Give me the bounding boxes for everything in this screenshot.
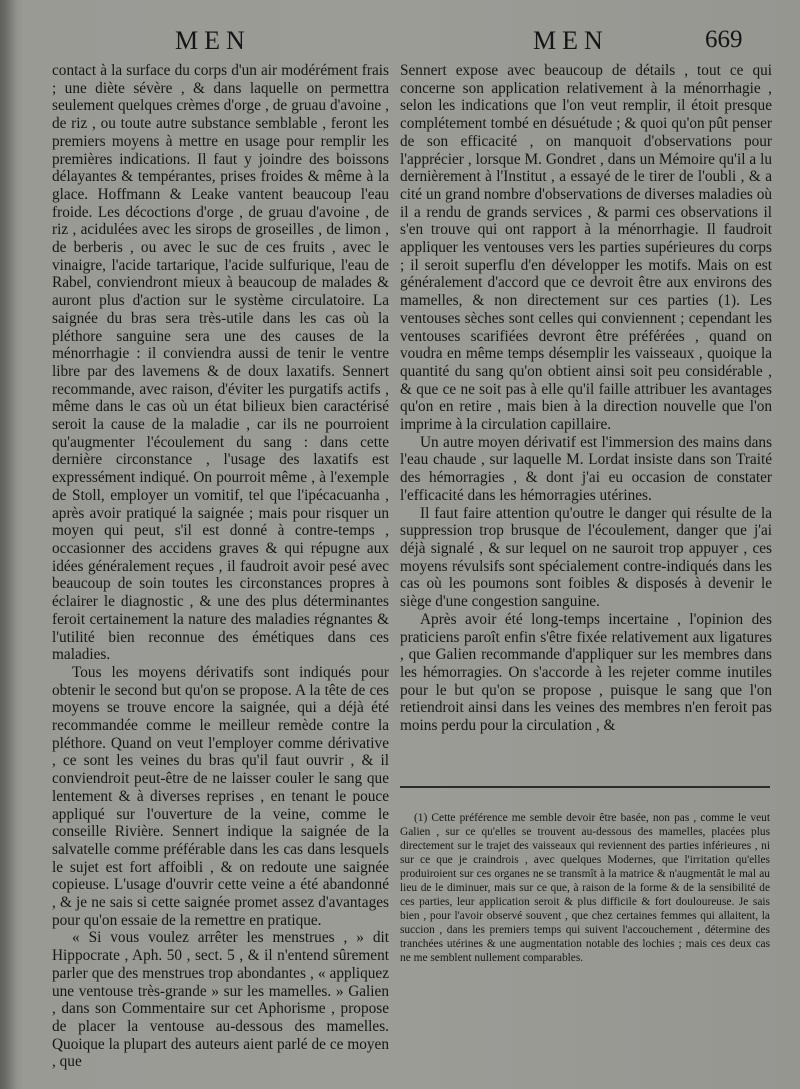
- page-number: 669: [705, 26, 743, 53]
- paragraph: contact à la surface du corps d'un air modérément frais ; une diète sévère , & dans laquelle on permettra seulement quelques crèmes d'orge , de gruau d'avoine , de riz , ou toute autre substance semblable , feront les premiers moyens à mettre en usage pour remplir les premières indications. Il faut y joindre des boissons délayantes & tempérantes, prises froides & même à la glace. Hoffmann & Leake vantent beaucoup l'eau froide. Les décoctions d'orge , de gruau d'avoine , de riz , acidulées avec les sirops de groseilles , de limon , de berberis , ou avec le suc de ces fruits , avec le vinaigre, l'acide tartarique, l'acide sulfurique, l'eau de Rabel, conviendront mieux à beaucoup de malades & auront plus d'action sur le système circulatoire. La saignée du bras sera très-utile dans les cas où la pléthore sanguine sera une des causes de la ménorrhagie : il conviendra aussi de tenir le ventre libre par des lavemens & de doux laxatifs. Sennert recommande, avec raison, d'éviter les purgatifs actifs , même dans le cas où un état bilieux bien caractérisé seroit la cause de la maladie , car ils ne pourroient qu'augmenter l'écoulement du sang : dans cette dernière circonstance , l'usage des laxatifs est expressément indiqué. On pourroit même , à l'exemple de Stoll, employer un vomitif, tel que l'ipécacuanha , après avoir pratiqué la saignée ; mais pour risquer un moyen qui peut, s'il est donné à contre-temps , occasionner des accidens graves & qui répugne aux idées généralement reçues , il faudroit avoir pesé avec beaucoup de soin toutes les circonstances propres à éclairer le diagnostic , & une des plus déterminantes feroit certainement la nature des maladies régnantes & l'utilité bien reconnue des émétiques dans ces maladies.: [52, 62, 389, 664]
- running-header: [0, 26, 800, 58]
- binding-shadow: [0, 0, 16, 1089]
- paragraph: Après avoir été long-temps incertaine , l'opinion des praticiens paroît enfin s'être fixée relativement aux ligatures , que Galien recommande d'appliquer sur les membres dans les hémorragies. On s'accorde à les rejeter comme inutiles pour le but qu'on se propose , puisque le sang que l'on retiendroit ainsi dans les veines des membres n'en feroit pas moins perdu pour la circulation , &: [400, 610, 772, 735]
- header-left-title: MEN: [175, 26, 251, 55]
- paragraph: « Si vous voulez arrêter les menstrues , » dit Hippocrate , Aph. 50 , sect. 5 , & il n'entend sûrement parler que des menstrues trop abondantes , « appliquez une ventouse très-grande » sur les mamelles. » Galien , dans son Commentaire sur cet Aphorisme , propose de placer la ventouse au-dessous des mamelles. Quoique la plupart des auteurs aient parlé de ce moyen , que: [52, 929, 389, 1071]
- footnote-rule: [400, 786, 770, 788]
- right-column: [400, 62, 772, 735]
- paragraph: Il faut faire attention qu'outre le danger qui résulte de la suppression trop brusque de l'écoulement, danger que j'ai déjà signalé , & sur lequel on ne sauroit trop appuyer , ces moyens révulsifs sont spécialement contre-indiqués dans les cas où les poumons sont foibles & disposés à devenir le siège d'une congestion sanguine.: [400, 504, 772, 611]
- header-right-title: MEN: [533, 26, 609, 55]
- paragraph: Un autre moyen dérivatif est l'immersion des mains dans l'eau chaude , sur laquelle M. Lordat insiste dans son Traité des hémorragies , & dont j'ai eu occasion de constater l'efficacité dans les hémorragies utérines.: [400, 433, 772, 504]
- paragraph: Tous les moyens dérivatifs sont indiqués pour obtenir le second but qu'on se propose. A la tête de ces moyens se trouve encore la saignée, qui a déjà été recommandée comme le meilleur remède contre la pléthore. Quand on veut l'employer comme dérivative , ce sont les veines du bras qu'il faut ouvrir , & il conviendroit peut-être de ne laisser couler le sang que lentement & à diverses reprises , en tenant le pouce appliqué sur l'ouverture de la veine, comme le conseille Rivière. Sennert indique la saignée de la salvatelle comme préférable dans les cas dans lesquels le sujet est fort affoibli , & on redoute une saignée copieuse. L'usage d'ouvrir cette veine a été abandonné , & je ne sais si cette saignée promet assez d'avantages pour qu'on essaie de la remettre en pratique.: [52, 663, 389, 929]
- footnote-text: (1) Cette préférence me semble devoir être basée, non pas , comme le veut Galien , sur ce qu'elles se trouvent au-dessous des mamelles, placées plus directement sur le trajet des vaisseaux qui reviennent des parties inférieures , ni sur ce que je craindrois , avec quelques Modernes, que l'irritation qu'elles produiroient sur ces organes ne se transmît à la matrice & n'augmentât le mal au lieu de le diminuer, mais sur ce que, à raison de la forme & de la sensibilité de ces parties, leur application seroit & plus difficile & fort douloureuse. Je sais bien , pour l'avoir observé souvent , que chez certaines femmes qui allaitent, la succion , dans les premiers temps qui suivent l'accouchement , détermine des tranchées utérines & une augmentation notable des lochies ; mais ces deux cas ne me semblent nullement comparables.: [400, 812, 770, 965]
- footnote: [400, 811, 770, 966]
- paragraph: Sennert expose avec beaucoup de détails , tout ce qui concerne son application relativement à la ménorrhagie , selon les indications que l'on veut remplir, il étoit presque complétement tombé en désuétude ; & quoi qu'on pût penser de son efficacité , on manquoit d'observations pour l'apprécier , lorsque M. Gondret , dans un Mémoire qu'il a lu dernièrement à l'Institut , a essayé de le tirer de l'oubli , & a cité un grand nombre d'observations de diverses maladies où il a rendu de grands services , & parmi ces observations il s'en trouve qui ont rapport à la ménorrhagie. Il faudroit appliquer les ventouses vers les parties supérieures du corps ; il seroit superflu d'en développer les motifs. Mais on est généralement d'accord que ce devroit être aux environs des mamelles, & non directement sur ces parties (1). Les ventouses sèches sont celles qui conviennent ; cependant les ventouses scarifiées devront être préférées , quand on voudra en même temps désemplir les vaisseaux , quoique la quantité du sang qu'on obtient ainsi soit peu considérable , & que ce ne soit pas à elle qu'il faille attribuer les avantages qu'on en retire , mais bien à la direction nouvelle que l'on imprime à la circulation capillaire.: [400, 62, 772, 434]
- left-column: [52, 62, 389, 1071]
